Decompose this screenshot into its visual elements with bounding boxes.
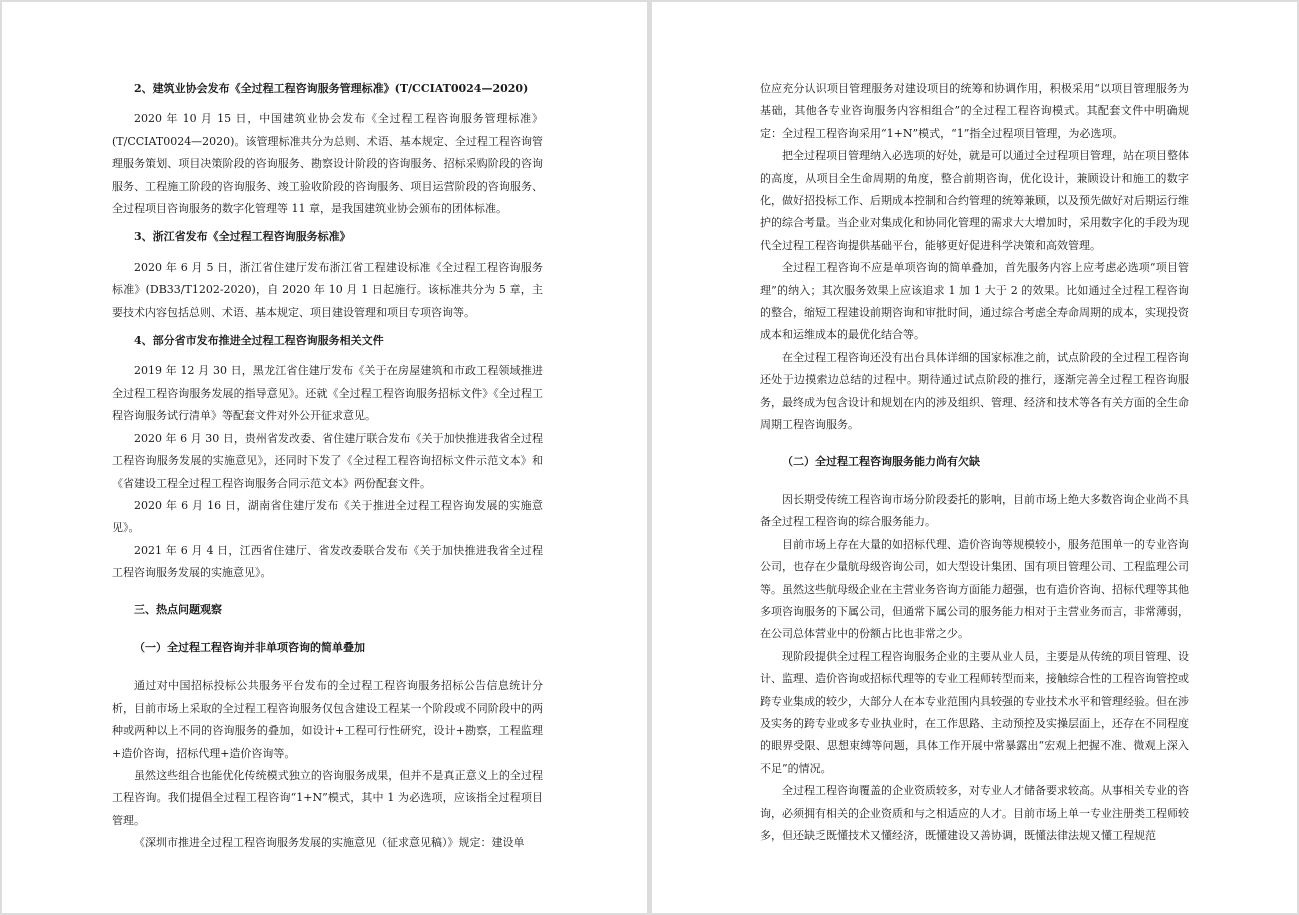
- paragraph: 2019 年 12 月 30 日，黑龙江省住建厅发布《关于在房屋建筑和市政工程领域推进全过程工程咨询服务发展的指导意见》。还就《全过程工程咨询服务招标文件》《全过程工程咨询服务试行清单》等配套文件对外公开征求意见。: [112, 364, 543, 423]
- subsection-heading: （一）全过程工程咨询并非单项咨询的简单叠加: [134, 640, 365, 654]
- heading-2: 2、建筑业协会发布《全过程工程咨询服务管理标准》(T/CCIAT0024—2020): [134, 82, 529, 95]
- paragraph: 因长期受传统工程咨询市场分阶段委托的影响，目前市场上绝大多数咨询企业尚不具备全过程工程咨询的综合服务能力。: [760, 492, 1189, 529]
- left-page: [2, 2, 647, 913]
- paragraph: 虽然这些组合也能优化传统模式独立的咨询服务成果，但并不是真正意义上的全过程工程咨询。我们提倡全过程工程咨询“1+N”模式，其中 1 为必选项，应该指全过程项目管理。: [112, 768, 543, 827]
- paragraph: 2020 年 6 月 5 日，浙江省住建厅发布浙江省工程建设标准《全过程工程咨询服务标准》(DB33/T1202-2020)，自 2020 年 10 月 1 日起施行。该标准共分为 5 章，主要技术内容包括总则、术语、基本规定、项目建设管理和项目专项咨询等。: [112, 260, 543, 319]
- paragraph: 2020 年 6 月 16 日，湖南省住建厅发布《关于推进全过程工程咨询发展的实施意见》。: [112, 498, 543, 535]
- heading-3: 3、浙江省发布《全过程工程咨询服务标准》: [134, 230, 351, 244]
- paragraph: 现阶段提供全过程工程咨询服务企业的主要从业人员，主要是从传统的项目管理、设计、监理、造价咨询或招标代理等的专业工程师转型而来，接触综合性的工程咨询管控或跨专业集成的较少，大部分人在本专业范围内具较强的专业技术水平和管理经验。但在涉及实务的跨专业或多专业执业时，在工作思路、主动预控及实操层面上，还存在不同程度的眼界受限、思想束缚等问题，具体工作开展中常暴露出“宏观上把握不准、微观上深入不足”的情况。: [760, 649, 1189, 775]
- paragraph: 2021 年 6 月 4 日，江西省住建厅、省发改委联合发布《关于加快推进我省全过程工程咨询服务发展的实施意见》。: [112, 543, 543, 580]
- subsection-heading: （二）全过程工程咨询服务能力尚有欠缺: [782, 454, 980, 468]
- section-heading: 三、热点问题观察: [134, 602, 222, 616]
- paragraph: 位应充分认识项目管理服务对建设项目的统筹和协调作用，积极采用“以项目管理服务为基础，其他各专业咨询服务内容相组合”的全过程工程咨询模式。其配套文件中明确规定：全过程工程咨询采用“1+N”模式，“1”指全过程项目管理，为必选项。: [760, 82, 1189, 140]
- heading-4: 4、部分省市发布推进全过程工程咨询服务相关文件: [134, 334, 384, 348]
- paragraph: 通过对中国招标投标公共服务平台发布的全过程工程咨询服务招标公告信息统计分析，目前市场上采取的全过程工程咨询服务仅包含建设工程某一个阶段或不同阶段中的两种或两种以上不同的咨询服务的叠加，如设计+工程可行性研究，设计+勘察，工程监理+造价咨询，招标代理+造价咨询等。: [112, 679, 543, 760]
- paragraph: 2020 年 6 月 30 日，贵州省发改委、省住建厅联合发布《关于加快推进我省全过程工程咨询服务发展的实施意见》，还同时下发了《全过程工程咨询招标文件示范文本》和《省建设工程全过程工程咨询服务合同示范文本》两份配套文件。: [112, 431, 543, 490]
- paragraph: 《深圳市推进全过程工程咨询服务发展的实施意见（征求意见稿）》规定：建设单: [134, 836, 525, 850]
- paragraph: 在全过程工程咨询还没有出台具体详细的国家标准之前，试点阶段的全过程工程咨询还处于边摸索边总结的过程中。期待通过试点阶段的推行，逐渐完善全过程工程咨询服务，最终成为包含设计和规划在内的涉及组织、管理、经济和技术等各有关方面的全生命周期工程咨询服务。: [760, 350, 1189, 432]
- paragraph: 目前市场上存在大量的如招标代理、造价咨询等规模较小，服务范围单一的专业咨询公司，也存在少量航母级咨询公司，如大型设计集团、国有项目管理公司、工程监理公司等。虽然这些航母级企业在主营业务咨询方面能力超强，也有造价咨询、招标代理等其他多项咨询服务的下属公司，但通常下属公司的服务能力相对于主营业务而言，非常薄弱，在公司总体营业中的份额占比也非常之少。: [760, 537, 1189, 641]
- paragraph: 2020 年 10 月 15 日，中国建筑业协会发布《全过程工程咨询服务管理标准》(T/CCIAT0024—2020)。该管理标准共分为总则、术语、基本规定、全过程工程咨询管理服务策划、项目决策阶段的咨询服务、勘察设计阶段的咨询服务、招标采购阶段的咨询服务、工程施工阶段的咨询服务、竣工验收阶段的咨询服务、项目运营阶段的咨询服务、全过程项目咨询服务的数字化管理等 11 章，是我国建筑业协会颁布的团体标准。: [112, 112, 543, 216]
- paragraph: 全过程工程咨询覆盖的企业资质较多，对专业人才储备要求较高。从事相关专业的咨询，必须拥有相关的企业资质和与之相适应的人才。目前市场上单一专业注册类工程师较多，但还缺乏既懂技术又懂经济，既懂建设又善协调，既懂法律法规又懂工程规范: [760, 784, 1189, 842]
- paragraph: 全过程工程咨询不应是单项咨询的简单叠加，首先服务内容上应考虑必选项“项目管理”的纳入；其次服务效果上应该追求 1 加 1 大于 2 的效果。比如通过全过程工程咨询的整合，缩短工程建设前期咨询和审批时间，通过综合考虑全寿命周期的成本，实现投资成本和运维成本的最优化结合等。: [760, 261, 1189, 342]
- paragraph: 把全过程项目管理纳入必选项的好处，就是可以通过全过程项目管理，站在项目整体的高度，从项目全生命周期的角度，整合前期咨询，优化设计，兼顾设计和施工的数字化，做好招投标工作、后期成本控制和合约管理的统筹兼顾，以及预先做好对后期运行维护的综合考量。当企业对集成化和协同化管理的需求大大增加时，采用数字化的手段为现代全过程工程咨询提供基础平台，能够更好促进科学决策和高效管理。: [760, 149, 1189, 252]
- right-page: [652, 2, 1297, 913]
